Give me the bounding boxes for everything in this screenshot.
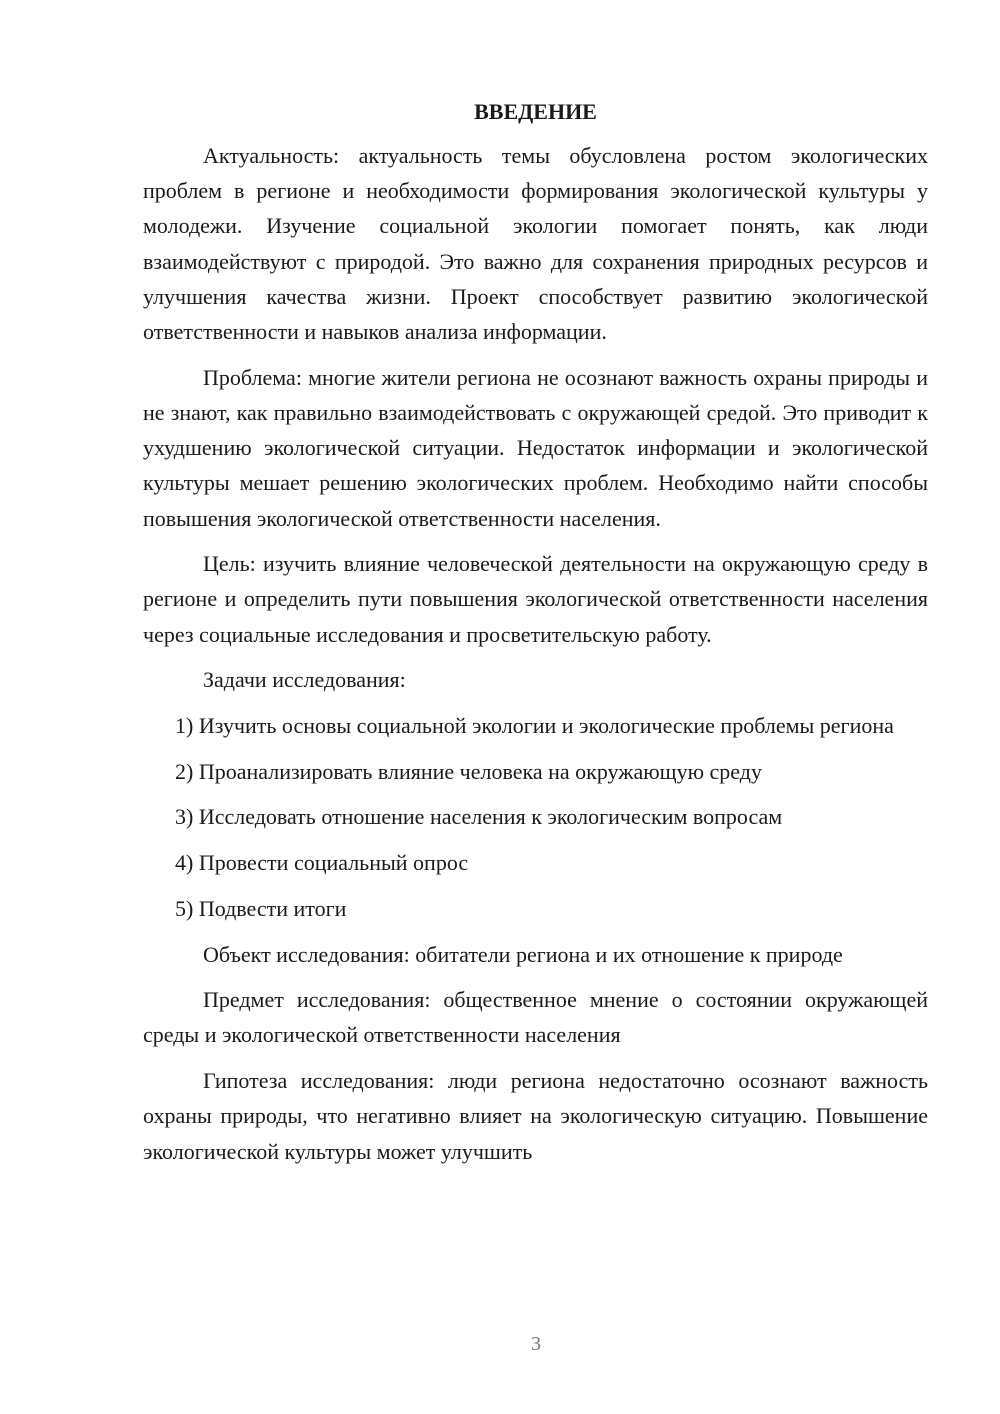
task-item: 2) Проанализировать влияние человека на окружающую среду	[175, 758, 762, 784]
tasks-title: Задачи исследования:	[203, 667, 406, 693]
task-item: 3) Исследовать отношение населения к экологическим вопросам	[175, 804, 783, 830]
task-item: 1) Изучить основы социальной экологии и экологические проблемы региона	[175, 713, 894, 739]
problem-paragraph: Проблема: многие жители региона не осознают важность охраны природы и не знают, как правильно взаимодействовать с окружающей средой. Это приводит к ухудшению экологической ситуации. Недостаток информации и экологической культуры мешает решению экологических проблем. Необходимо найти способы повышения экологической ответственности населения.	[143, 364, 928, 531]
task-item: 4) Провести социальный опрос	[175, 850, 469, 876]
page-content	[143, 94, 928, 1179]
hypothesis-paragraph: Гипотеза исследования: люди региона недостаточно осознают важность охраны природы, что негативно влияет на экологическую ситуацию. Повышение экологической культуры может улучшить	[143, 1068, 928, 1164]
page-number: 3	[531, 1333, 541, 1355]
task-item: 5) Подвести итоги	[175, 895, 347, 921]
section-heading: ВВЕДЕНИЕ	[474, 99, 597, 124]
object-paragraph: Объект исследования: обитатели региона и их отношение к природе	[203, 941, 843, 967]
relevance-paragraph: Актуальность: актуальность темы обусловлена ростом экологических проблем в регионе и необходимости формирования экологической культуры у молодежи. Изучение социальной экологии помогает понять, как люди взаимодействуют с природой. Это важно для сохранения природных ресурсов и улучшения качества жизни. Проект способствует развитию экологической ответственности и навыков анализа информации.	[143, 143, 928, 345]
goal-paragraph: Цель: изучить влияние человеческой деятельности на окружающую среду в регионе и определить пути повышения экологической ответственности населения через социальные исследования и просветительскую работу.	[143, 551, 928, 647]
subject-paragraph: Предмет исследования: общественное мнение о состоянии окружающей среды и экологической ответственности населения	[143, 987, 928, 1048]
